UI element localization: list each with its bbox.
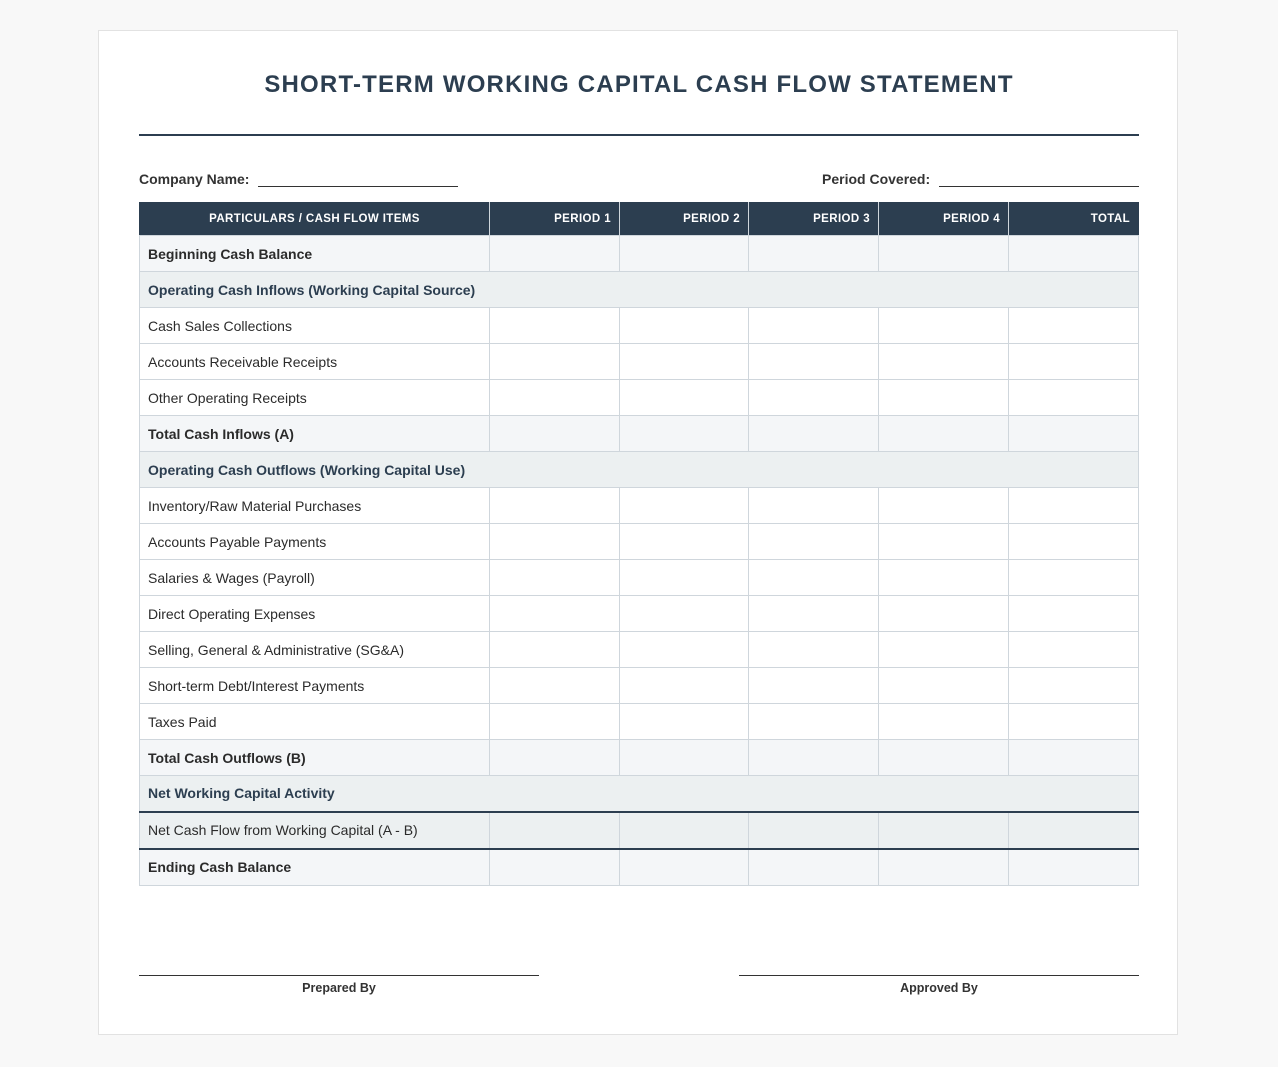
row-label: Salaries & Wages (Payroll) bbox=[140, 560, 490, 596]
table-row bbox=[140, 668, 1139, 704]
cell-period-2[interactable] bbox=[620, 812, 749, 849]
cell-period-1[interactable] bbox=[490, 524, 620, 560]
row-label: Direct Operating Expenses bbox=[140, 596, 490, 632]
period-covered-label: Period Covered: bbox=[822, 171, 931, 187]
cell-period-3[interactable] bbox=[749, 740, 879, 776]
cell-period-2[interactable] bbox=[620, 308, 749, 344]
cell-period-3[interactable] bbox=[749, 308, 879, 344]
table-row bbox=[140, 308, 1139, 344]
cell-period-4[interactable] bbox=[879, 632, 1009, 668]
statement-page bbox=[98, 30, 1178, 1035]
cell-period-4[interactable] bbox=[879, 668, 1009, 704]
cell-period-4[interactable] bbox=[879, 740, 1009, 776]
cell-period-1[interactable] bbox=[490, 236, 620, 272]
cell-period-2[interactable] bbox=[620, 668, 749, 704]
cell-period-4[interactable] bbox=[879, 596, 1009, 632]
table-row bbox=[140, 344, 1139, 380]
cell-total[interactable] bbox=[1009, 380, 1139, 416]
cell-total[interactable] bbox=[1009, 704, 1139, 740]
section-row bbox=[140, 452, 1139, 488]
cell-period-4[interactable] bbox=[879, 236, 1009, 272]
cell-period-3[interactable] bbox=[749, 596, 879, 632]
table-row bbox=[140, 849, 1139, 886]
row-label: Total Cash Outflows (B) bbox=[140, 740, 490, 776]
cell-period-1[interactable] bbox=[490, 416, 620, 452]
row-label: Operating Cash Inflows (Working Capital Source) bbox=[140, 272, 1139, 308]
cell-period-2[interactable] bbox=[620, 236, 749, 272]
cell-total[interactable] bbox=[1009, 308, 1139, 344]
cell-period-4[interactable] bbox=[879, 416, 1009, 452]
cell-period-1[interactable] bbox=[490, 632, 620, 668]
cell-period-4[interactable] bbox=[879, 524, 1009, 560]
cash-flow-table bbox=[139, 202, 1139, 886]
cell-period-3[interactable] bbox=[749, 704, 879, 740]
cell-period-4[interactable] bbox=[879, 849, 1009, 886]
company-name-label: Company Name: bbox=[139, 171, 250, 187]
section-row bbox=[140, 776, 1139, 812]
column-header-period-4: PERIOD 4 bbox=[879, 203, 1009, 236]
column-header-total: TOTAL bbox=[1009, 203, 1139, 236]
period-covered-field bbox=[822, 167, 1139, 187]
cell-period-3[interactable] bbox=[749, 524, 879, 560]
cell-total[interactable] bbox=[1009, 488, 1139, 524]
cell-total[interactable] bbox=[1009, 524, 1139, 560]
row-label: Ending Cash Balance bbox=[140, 849, 490, 886]
cell-period-2[interactable] bbox=[620, 740, 749, 776]
cell-period-1[interactable] bbox=[490, 704, 620, 740]
table-row bbox=[140, 488, 1139, 524]
cell-period-4[interactable] bbox=[879, 488, 1009, 524]
table-body bbox=[140, 236, 1139, 886]
cell-period-3[interactable] bbox=[749, 632, 879, 668]
cell-period-2[interactable] bbox=[620, 849, 749, 886]
cell-period-1[interactable] bbox=[490, 596, 620, 632]
row-label: Accounts Receivable Receipts bbox=[140, 344, 490, 380]
cell-total[interactable] bbox=[1009, 236, 1139, 272]
cell-total[interactable] bbox=[1009, 812, 1139, 849]
cell-period-3[interactable] bbox=[749, 344, 879, 380]
cell-period-2[interactable] bbox=[620, 488, 749, 524]
prepared-by-label: Prepared By bbox=[302, 981, 376, 995]
cell-total[interactable] bbox=[1009, 560, 1139, 596]
table-row bbox=[140, 236, 1139, 272]
cell-period-3[interactable] bbox=[749, 849, 879, 886]
table-row bbox=[140, 740, 1139, 776]
cell-period-2[interactable] bbox=[620, 344, 749, 380]
table-row bbox=[140, 704, 1139, 740]
row-label: Net Working Capital Activity bbox=[140, 776, 1139, 812]
cell-total[interactable] bbox=[1009, 668, 1139, 704]
cell-period-3[interactable] bbox=[749, 236, 879, 272]
row-label: Operating Cash Outflows (Working Capital Use) bbox=[140, 452, 1139, 488]
cell-period-2[interactable] bbox=[620, 632, 749, 668]
cell-period-4[interactable] bbox=[879, 704, 1009, 740]
cell-period-3[interactable] bbox=[749, 560, 879, 596]
cell-period-1[interactable] bbox=[490, 812, 620, 849]
cell-period-1[interactable] bbox=[490, 488, 620, 524]
cell-period-3[interactable] bbox=[749, 380, 879, 416]
cell-total[interactable] bbox=[1009, 596, 1139, 632]
table-row bbox=[140, 596, 1139, 632]
table-row bbox=[140, 524, 1139, 560]
column-header-period-3: PERIOD 3 bbox=[749, 203, 879, 236]
row-label: Other Operating Receipts bbox=[140, 380, 490, 416]
cell-period-1[interactable] bbox=[490, 740, 620, 776]
cell-period-2[interactable] bbox=[620, 704, 749, 740]
approved-by-signature-line[interactable] bbox=[739, 975, 1139, 976]
table-row bbox=[140, 812, 1139, 849]
cell-period-4[interactable] bbox=[879, 560, 1009, 596]
cell-period-4[interactable] bbox=[879, 344, 1009, 380]
cell-period-2[interactable] bbox=[620, 560, 749, 596]
row-label: Total Cash Inflows (A) bbox=[140, 416, 490, 452]
cell-total[interactable] bbox=[1009, 416, 1139, 452]
cell-period-2[interactable] bbox=[620, 380, 749, 416]
row-label: Accounts Payable Payments bbox=[140, 524, 490, 560]
cell-period-1[interactable] bbox=[490, 668, 620, 704]
cell-total[interactable] bbox=[1009, 849, 1139, 886]
cell-period-2[interactable] bbox=[620, 596, 749, 632]
cell-period-1[interactable] bbox=[490, 380, 620, 416]
period-covered-input-line[interactable] bbox=[939, 174, 1139, 187]
table-row bbox=[140, 380, 1139, 416]
row-label: Beginning Cash Balance bbox=[140, 236, 490, 272]
column-header-period-1: PERIOD 1 bbox=[490, 203, 620, 236]
prepared-by-signature bbox=[139, 975, 539, 995]
cell-period-3[interactable] bbox=[749, 668, 879, 704]
cell-period-2[interactable] bbox=[620, 524, 749, 560]
cell-period-2[interactable] bbox=[620, 416, 749, 452]
cell-period-3[interactable] bbox=[749, 488, 879, 524]
row-label: Inventory/Raw Material Purchases bbox=[140, 488, 490, 524]
company-name-field bbox=[139, 167, 458, 187]
row-label: Net Cash Flow from Working Capital (A - B) bbox=[140, 812, 490, 849]
row-label: Selling, General & Administrative (SG&A) bbox=[140, 632, 490, 668]
cell-period-4[interactable] bbox=[879, 380, 1009, 416]
cell-period-1[interactable] bbox=[490, 849, 620, 886]
cell-period-4[interactable] bbox=[879, 812, 1009, 849]
cell-period-1[interactable] bbox=[490, 560, 620, 596]
table-header-row bbox=[140, 203, 1139, 236]
table-row bbox=[140, 632, 1139, 668]
column-header-particulars: PARTICULARS / CASH FLOW ITEMS bbox=[140, 203, 490, 236]
row-label: Taxes Paid bbox=[140, 704, 490, 740]
approved-by-label: Approved By bbox=[900, 981, 978, 995]
row-label: Short-term Debt/Interest Payments bbox=[140, 668, 490, 704]
table-row bbox=[140, 416, 1139, 452]
cell-total[interactable] bbox=[1009, 632, 1139, 668]
cell-total[interactable] bbox=[1009, 740, 1139, 776]
table-row bbox=[140, 560, 1139, 596]
cell-period-3[interactable] bbox=[749, 812, 879, 849]
cell-period-1[interactable] bbox=[490, 344, 620, 380]
page-title: SHORT-TERM WORKING CAPITAL CASH FLOW STATEMENT bbox=[264, 71, 1014, 98]
cell-period-1[interactable] bbox=[490, 308, 620, 344]
cell-total[interactable] bbox=[1009, 344, 1139, 380]
prepared-by-signature-line[interactable] bbox=[139, 975, 539, 976]
cell-period-3[interactable] bbox=[749, 416, 879, 452]
cell-period-4[interactable] bbox=[879, 308, 1009, 344]
column-header-period-2: PERIOD 2 bbox=[620, 203, 749, 236]
approved-by-signature bbox=[739, 975, 1139, 995]
company-name-input-line[interactable] bbox=[258, 174, 458, 187]
title-divider bbox=[139, 134, 1139, 136]
section-row bbox=[140, 272, 1139, 308]
row-label: Cash Sales Collections bbox=[140, 308, 490, 344]
